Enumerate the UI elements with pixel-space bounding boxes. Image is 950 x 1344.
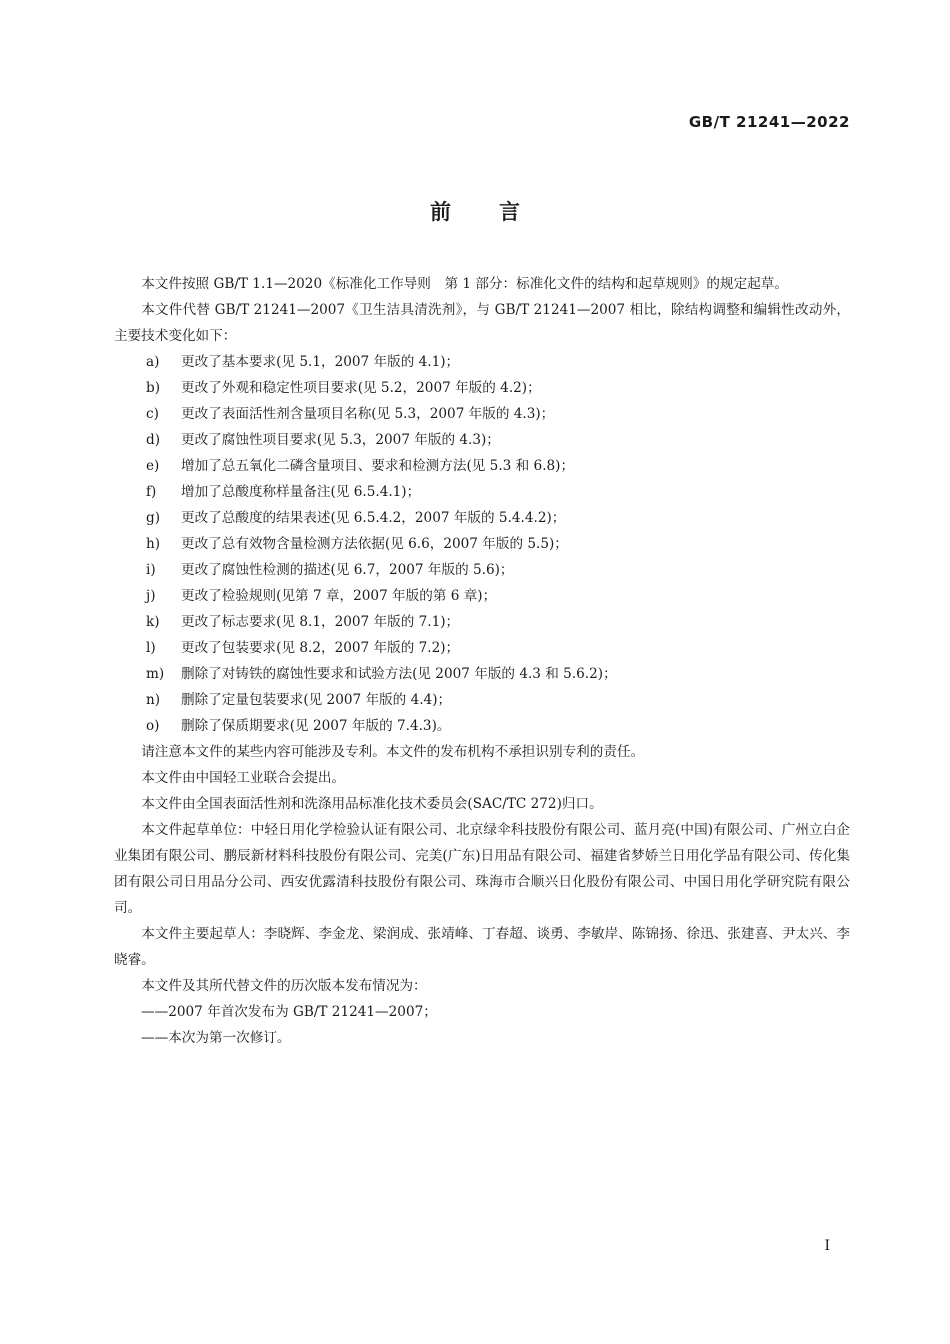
change-text: 增加了总五氧化二磷含量项目、要求和检测方法(见 5.3 和 6.8)； [181, 458, 575, 474]
list-marker: k) [146, 614, 160, 630]
paragraph-main-drafters: 本文件主要起草人：李晓辉、李金龙、梁润成、张靖峰、丁春超、谈勇、李敏岸、陈锦扬、徐迅、张建喜、尹太兴、李晓睿。 [114, 926, 850, 968]
change-text: 更改了腐蚀性检测的描述(见 6.7，2007 年版的 5.6)； [181, 562, 514, 578]
list-marker: j) [146, 588, 156, 604]
change-item [114, 609, 850, 635]
paragraph-proposed-by: 本文件由中国轻工业联合会提出。 [141, 770, 346, 786]
list-marker: l) [146, 640, 156, 656]
change-item [114, 479, 850, 505]
change-text: 删除了对铸铁的腐蚀性要求和试验方法(见 2007 年版的 4.3 和 5.6.2)； [181, 666, 617, 682]
change-text: 增加了总酸度称样量备注(见 6.5.4.1)； [181, 484, 421, 500]
change-item [114, 635, 850, 661]
list-marker: o) [146, 718, 160, 734]
change-item [114, 375, 850, 401]
change-text: 更改了外观和稳定性项目要求(见 5.2，2007 年版的 4.2)； [181, 380, 541, 396]
list-marker: b) [146, 380, 161, 396]
list-marker: a) [146, 354, 160, 370]
paragraph-version-history: 本文件及其所代替文件的历次版本发布情况为： [141, 978, 427, 994]
list-marker: f) [146, 484, 157, 500]
paragraph-drafting-organizations: 本文件起草单位：中轻日用化学检验认证有限公司、北京绿伞科技股份有限公司、蓝月亮(中国)有限公司、广州立白企业集团有限公司、鹏辰新材料科技股份有限公司、完美(广东)日用品有限公司、福建省梦娇兰日用化学品有限公司、传化集团有限公司日用品分公司、西安优露清科技股份有限公司、珠海市合顺兴日化股份有限公司、中国日用化学研究院有限公司。 [114, 822, 850, 916]
standard-number: GB/T 21241—2022 [688, 113, 850, 131]
change-item [114, 583, 850, 609]
change-item [114, 349, 850, 375]
change-item [114, 557, 850, 583]
list-marker: e) [146, 458, 160, 474]
list-marker: i) [146, 562, 156, 578]
page-number: I [824, 1238, 830, 1254]
list-marker: m) [146, 666, 165, 682]
list-marker: d) [146, 432, 161, 448]
foreword-body [114, 271, 850, 1051]
change-item [114, 713, 850, 739]
change-item [114, 401, 850, 427]
change-item [114, 687, 850, 713]
change-item [114, 427, 850, 453]
list-marker: n) [146, 692, 161, 708]
paragraph-under-jurisdiction: 本文件由全国表面活性剂和洗涤用品标准化技术委员会(SAC/TC 272)归口。 [141, 796, 603, 812]
paragraph-drafting-rules: 本文件按照 GB/T 1.1—2020《标准化工作导则 第 1 部分：标准化文件的结构和起草规则》的规定起草。 [141, 276, 788, 292]
change-item [114, 505, 850, 531]
page-title: 前言 [430, 200, 568, 224]
change-text: 删除了定量包装要求(见 2007 年版的 4.4)； [181, 692, 452, 708]
change-text: 更改了标志要求(见 8.1，2007 年版的 7.1)； [181, 614, 460, 630]
change-text: 更改了总酸度的结果表述(见 6.5.4.2，2007 年版的 5.4.4.2)； [181, 510, 566, 526]
change-text: 删除了保质期要求(见 2007 年版的 7.4.3)。 [181, 718, 451, 734]
history-item: ——2007 年首次发布为 GB/T 21241—2007； [141, 1004, 437, 1020]
change-item [114, 531, 850, 557]
paragraph-patent-notice: 请注意本文件的某些内容可能涉及专利。本文件的发布机构不承担识别专利的责任。 [141, 744, 645, 760]
change-item [114, 661, 850, 687]
paragraph-replaces: 本文件代替 GB/T 21241—2007《卫生洁具清洗剂》，与 GB/T 21241—2007 相比，除结构调整和编辑性改动外，主要技术变化如下： [114, 302, 850, 344]
change-text: 更改了检验规则(见第 7 章，2007 年版的第 6 章)； [181, 588, 497, 604]
change-text: 更改了基本要求(见 5.1，2007 年版的 4.1)； [181, 354, 460, 370]
change-text: 更改了包装要求(见 8.2，2007 年版的 7.2)； [181, 640, 460, 656]
list-marker: h) [146, 536, 161, 552]
change-text: 更改了总有效物含量检测方法依据(见 6.6，2007 年版的 5.5)； [181, 536, 568, 552]
list-marker: c) [146, 406, 159, 422]
history-item: ——本次为第一次修订。 [141, 1030, 291, 1046]
change-item [114, 453, 850, 479]
change-text: 更改了表面活性剂含量项目名称(见 5.3，2007 年版的 4.3)； [181, 406, 555, 422]
list-marker: g) [146, 510, 161, 526]
change-text: 更改了腐蚀性项目要求(见 5.3，2007 年版的 4.3)； [181, 432, 500, 448]
